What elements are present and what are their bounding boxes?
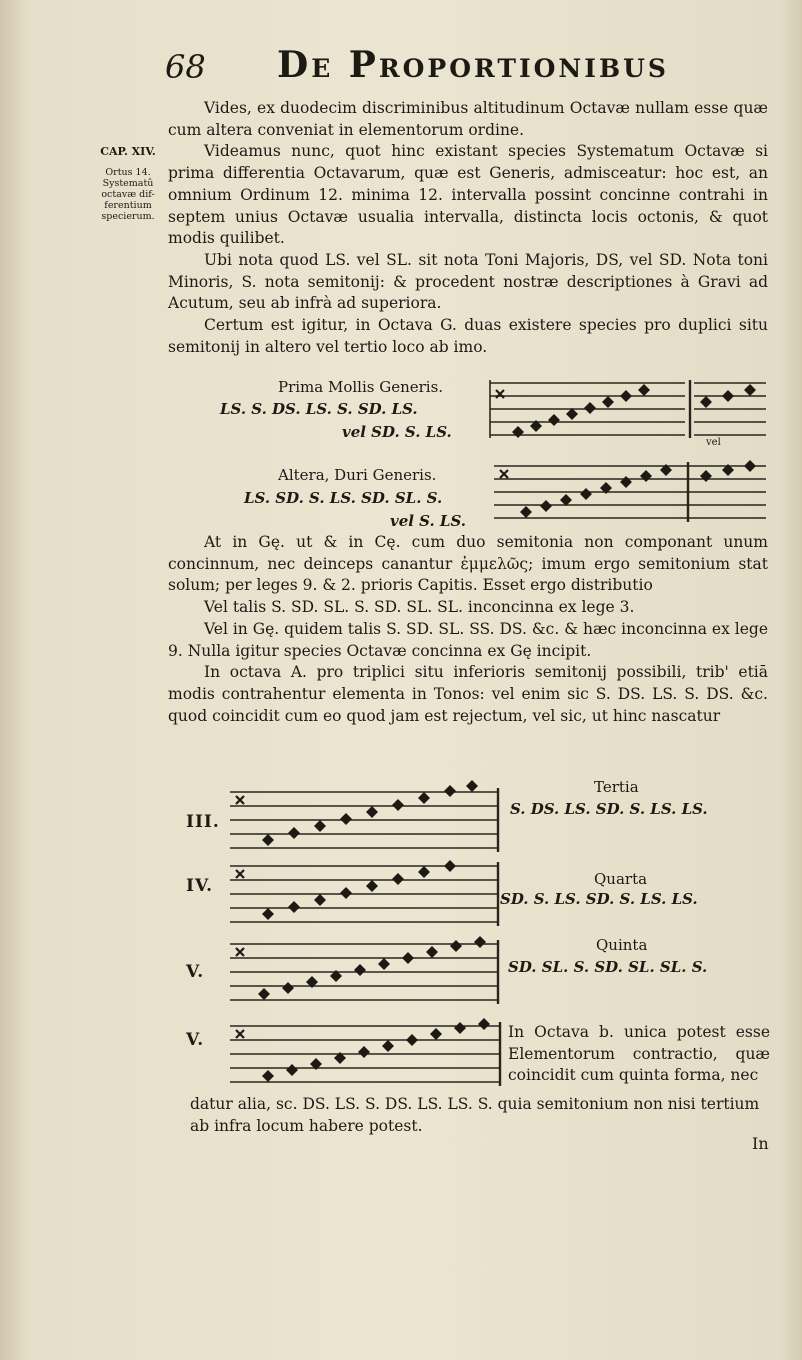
notes-species4 — [262, 860, 456, 920]
example1-name: Prima Mollis Generis. — [278, 378, 444, 396]
paragraph: Vel talis S. SD. SL. S. SD. SL. SL. inconcinna ex lege 3. — [204, 598, 635, 617]
paragraph: At in Gę. ut & in Cę. cum duo semitonia non componant unum concinnum, nec deinceps canantur ἐμμελῶς; imum ergo semitonium stat solum; per leges 9. & 2. prioris Capitis. Esset ergo distributio — [168, 533, 768, 595]
margin-note-line: ferentium — [104, 200, 152, 211]
example1-vel: vel — [706, 437, 721, 448]
example2-seq2: vel S. LS. — [390, 512, 466, 530]
catchword: In — [752, 1134, 769, 1153]
margin-note-line: Ortus 14. — [105, 167, 151, 178]
species-roman: V. — [186, 1030, 205, 1050]
notes-species5 — [258, 936, 486, 1000]
paragraph: Videamus nunc, quot hinc existant species Systematum Octavæ si prima differentia Octavarum, quæ est Generis, admisceatur: hoc est, an omnium Ordinum 12. minima 12. intervalla possint concinne contrahi in septem unius Octavæ usualia intervalla, distincta locis octonis, & quot modis quilibet. — [168, 142, 768, 248]
staff-example1 — [490, 380, 766, 438]
clef-marks — [236, 390, 508, 1038]
paragraph: Ubi nota quod LS. vel SL. sit nota Toni Majoris, DS, vel SD. Nota toni Minoris, S. nota semitonij: & procedent nostræ descriptiones à Gravi ad Acutum, seu ab infrà ad superiora. — [168, 250, 768, 313]
species-name: Quinta — [596, 936, 648, 954]
example2-seq1: LS. SD. S. LS. SD. SL. S. — [244, 489, 443, 507]
species-seq: SD. SL. S. SD. SL. SL. S. — [508, 958, 708, 976]
species-roman: IV. — [186, 876, 214, 896]
paragraph: Vel in Gę. quidem talis S. SD. SL. SS. DS. &c. & hæc inconcinna ex lege 9. Nulla igitur species Octavæ concinna ex Gę incipit. — [168, 619, 768, 660]
notes-species3 — [262, 780, 478, 846]
species-roman: V. — [186, 962, 205, 982]
notes-example2 — [520, 460, 756, 518]
final-paragraph-right: In Octava b. unica potest esse Elementorum contractio, quæ coincidit cum quinta forma, nec — [508, 1023, 770, 1085]
margin-note-line: octavæ dif- — [101, 189, 155, 200]
example2-name: Altera, Duri Generis. — [278, 466, 437, 484]
final-paragraph-tail: datur alia, sc. DS. LS. S. DS. LS. LS. S. quia semitonium non nisi tertium ab infra locum habere potest. — [190, 1095, 760, 1135]
species-seq: S. DS. LS. SD. S. LS. LS. — [510, 800, 708, 818]
example1-seq1: LS. S. DS. LS. S. SD. LS. — [220, 400, 418, 418]
paragraph: In octava A. pro triplici situ inferioris semitonij possibili, trib' etiā modis contrahentur elementa in Tonos: vel enim sic S. DS. LS. S. DS. &c. quod coincidit cum eo quod jam est rejectum, vel sic, ut hinc nascatur — [168, 663, 768, 725]
paragraph: Vides, ex duodecim discriminibus altitudinum Octavæ nullam esse quæ cum altera conveniat in elementorum ordine. — [168, 99, 768, 139]
species-seq: SD. S. LS. SD. S. LS. LS. — [500, 890, 698, 908]
margin-note-line: Systematû — [102, 178, 154, 189]
margin-note-line: specierum. — [101, 211, 155, 222]
chapter-label: CAP. XIV. — [100, 145, 156, 158]
notes-species6 — [262, 1018, 490, 1082]
paragraph: Certum est igitur, in Octava G. duas existere species pro duplici situ semitonij in altero vel tertio loco ab imo. — [168, 316, 768, 356]
page-number: 68 — [165, 48, 206, 86]
species-name: Quarta — [594, 870, 648, 888]
example1-seq2: vel SD. S. LS. — [342, 423, 452, 441]
notes-example1 — [512, 384, 756, 438]
species-name: Tertia — [594, 778, 639, 796]
species-roman: III. — [186, 812, 220, 832]
running-title: De Proportionibus — [277, 44, 669, 86]
